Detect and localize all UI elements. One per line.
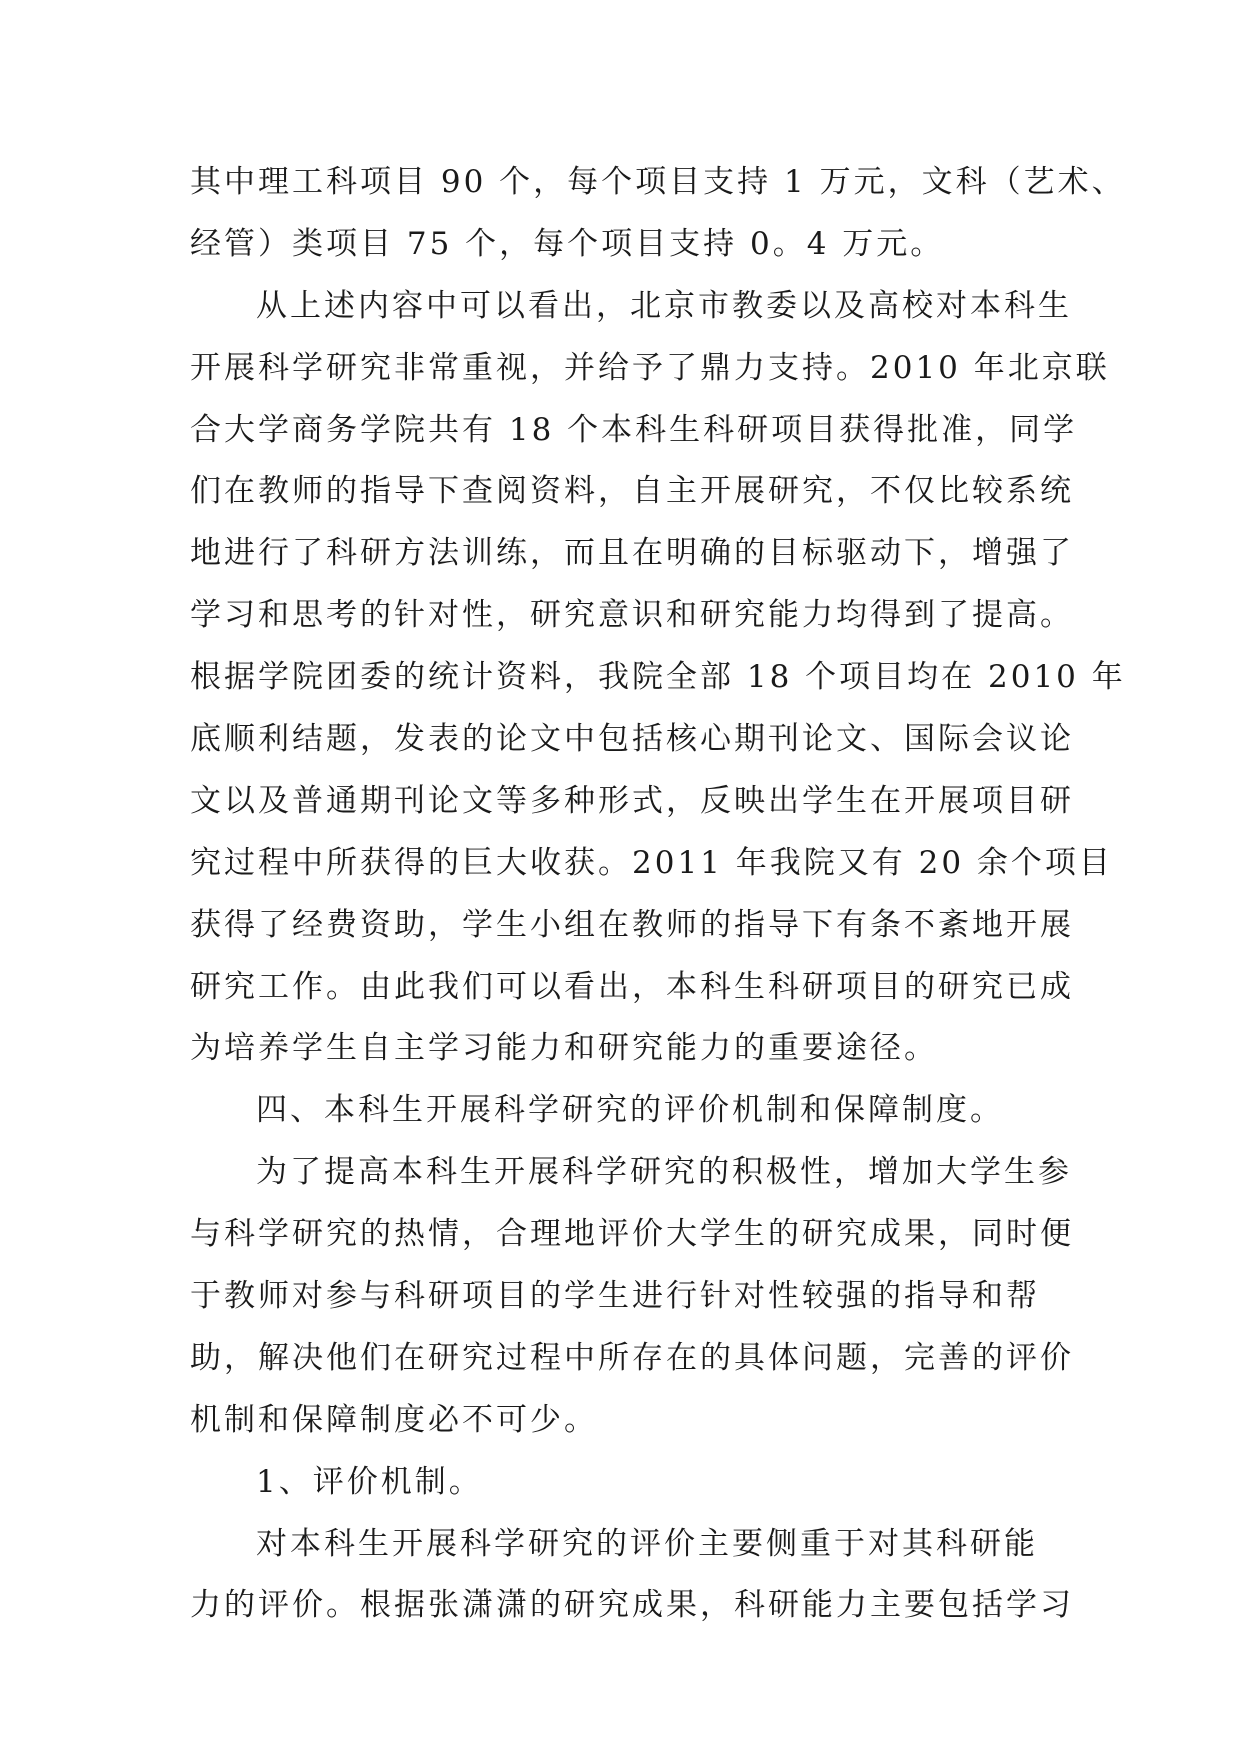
text-line: 文以及普通期刊论文等多种形式，反映出学生在开展项目研	[190, 782, 1074, 819]
text-line: 助，解决他们在研究过程中所存在的具体问题，完善的评价	[190, 1339, 1074, 1376]
text-line: 对本科生开展科学研究的评价主要侧重于对其科研能	[256, 1525, 1038, 1562]
text-line: 经管）类项目 75 个，每个项目支持 0。4 万元。	[190, 225, 945, 262]
text-line: 底顺利结题，发表的论文中包括核心期刊论文、国际会议论	[190, 721, 1074, 758]
body-text	[190, 152, 1126, 1637]
text-line: 地进行了科研方法训练，而且在明确的目标驱动下，增强了	[190, 535, 1074, 572]
text-line: 力的评价。根据张潇潇的研究成果，科研能力主要包括学习	[190, 1587, 1074, 1624]
text-line: 与科学研究的热情，合理地评价大学生的研究成果，同时便	[190, 1216, 1074, 1253]
text-line: 合大学商务学院共有 18 个本科生科研项目获得批准，同学	[190, 411, 1078, 448]
text-line: 为培养学生自主学习能力和研究能力的重要途径。	[190, 1030, 938, 1067]
text-line: 1、评价机制。	[256, 1463, 483, 1500]
text-line: 获得了经费资助，学生小组在教师的指导下有条不紊地开展	[190, 906, 1074, 943]
text-line: 为了提高本科生开展科学研究的积极性，增加大学生参	[256, 1154, 1072, 1191]
text-line: 从上述内容中可以看出，北京市教委以及高校对本科生	[256, 287, 1072, 324]
text-line: 研究工作。由此我们可以看出，本科生科研项目的研究已成	[190, 968, 1074, 1005]
text-line: 根据学院团委的统计资料，我院全部 18 个项目均在 2010 年	[190, 659, 1126, 696]
text-line: 于教师对参与科研项目的学生进行针对性较强的指导和帮	[190, 1278, 1040, 1315]
text-line: 学习和思考的针对性，研究意识和研究能力均得到了提高。	[190, 597, 1074, 634]
text-line: 四、本科生开展科学研究的评价机制和保障制度。	[256, 1092, 1004, 1129]
text-line: 其中理工科项目 90 个，每个项目支持 1 万元，文科（艺术、	[190, 164, 1126, 200]
text-line: 开展科学研究非常重视，并给予了鼎力支持。2010 年北京联	[190, 349, 1110, 386]
text-line: 机制和保障制度必不可少。	[190, 1401, 598, 1438]
text-line: 究过程中所获得的巨大收获。2011 年我院又有 20 余个项目	[190, 844, 1113, 881]
text-line: 们在教师的指导下查阅资料，自主开展研究，不仅比较系统	[190, 473, 1074, 510]
